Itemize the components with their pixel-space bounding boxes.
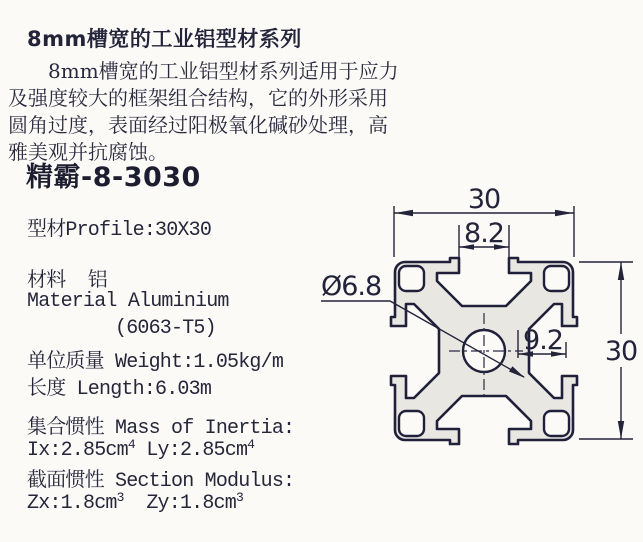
intro-line: 圆角过度，表面经过阳极氧化碱砂处理，高 <box>8 113 388 137</box>
corner-channel-hole <box>399 266 424 291</box>
spec-weight: 单位质量 Weight:1.05kg/m <box>27 351 284 374</box>
page-title: 8mm槽宽的工业铝型材系列 <box>27 27 302 51</box>
inertia-ly-sup: 4 <box>247 437 255 452</box>
spec-inertia-heading: 集合惯性 Mass of Inertia: <box>27 417 295 440</box>
dim-width-label: 30 <box>467 184 501 215</box>
intro-line: 雅美观并抗腐蚀。 <box>8 140 168 164</box>
arrowhead <box>618 421 624 439</box>
inertia-ix-sup: 4 <box>127 437 136 452</box>
corner-channel-hole <box>399 411 424 436</box>
dim-center-offset <box>518 325 566 358</box>
hole-diameter-label: Ø6.8 <box>321 271 382 302</box>
dim-height-right <box>579 262 637 439</box>
inertia-ix: Ix:2.85cm <box>27 439 128 462</box>
dim-center-label: 9.2 <box>523 325 563 356</box>
inertia-ly: Ly:2.85cm <box>135 439 248 462</box>
modulus-zx: Zx:1.8cm <box>27 492 117 515</box>
modulus-zx-sup: 3 <box>116 490 124 505</box>
arrowhead <box>618 262 624 280</box>
arrowhead <box>555 210 573 216</box>
arrowhead <box>395 210 413 216</box>
modulus-zy-sup: 3 <box>235 490 244 505</box>
spec-material-en: Material Aluminium <box>27 290 229 313</box>
model-code: 精霸-8-3030 <box>26 162 201 193</box>
spec-temper: (6063-T5) <box>115 317 216 340</box>
corner-channel-hole <box>544 266 569 291</box>
intro-line: 及强度较大的框架组合结构，它的外形采用 <box>8 86 388 110</box>
modulus-zy: Zy:1.8cm <box>123 492 236 515</box>
dim-slot-label: 8.2 <box>464 218 504 249</box>
corner-channel-hole <box>544 411 569 436</box>
spec-length: 长度 Length:6.03m <box>27 378 212 401</box>
spec-material-cn: 材料 铝 <box>27 270 108 293</box>
spec-profile: 型材Profile:30X30 <box>27 219 212 242</box>
intro-line: 8mm槽宽的工业铝型材系列适用于应力 <box>48 59 399 83</box>
dim-slot-width <box>459 218 509 257</box>
spec-modulus-heading: 截面惯性 Section Modulus: <box>27 470 295 493</box>
dim-height-label: 30 <box>604 336 638 367</box>
